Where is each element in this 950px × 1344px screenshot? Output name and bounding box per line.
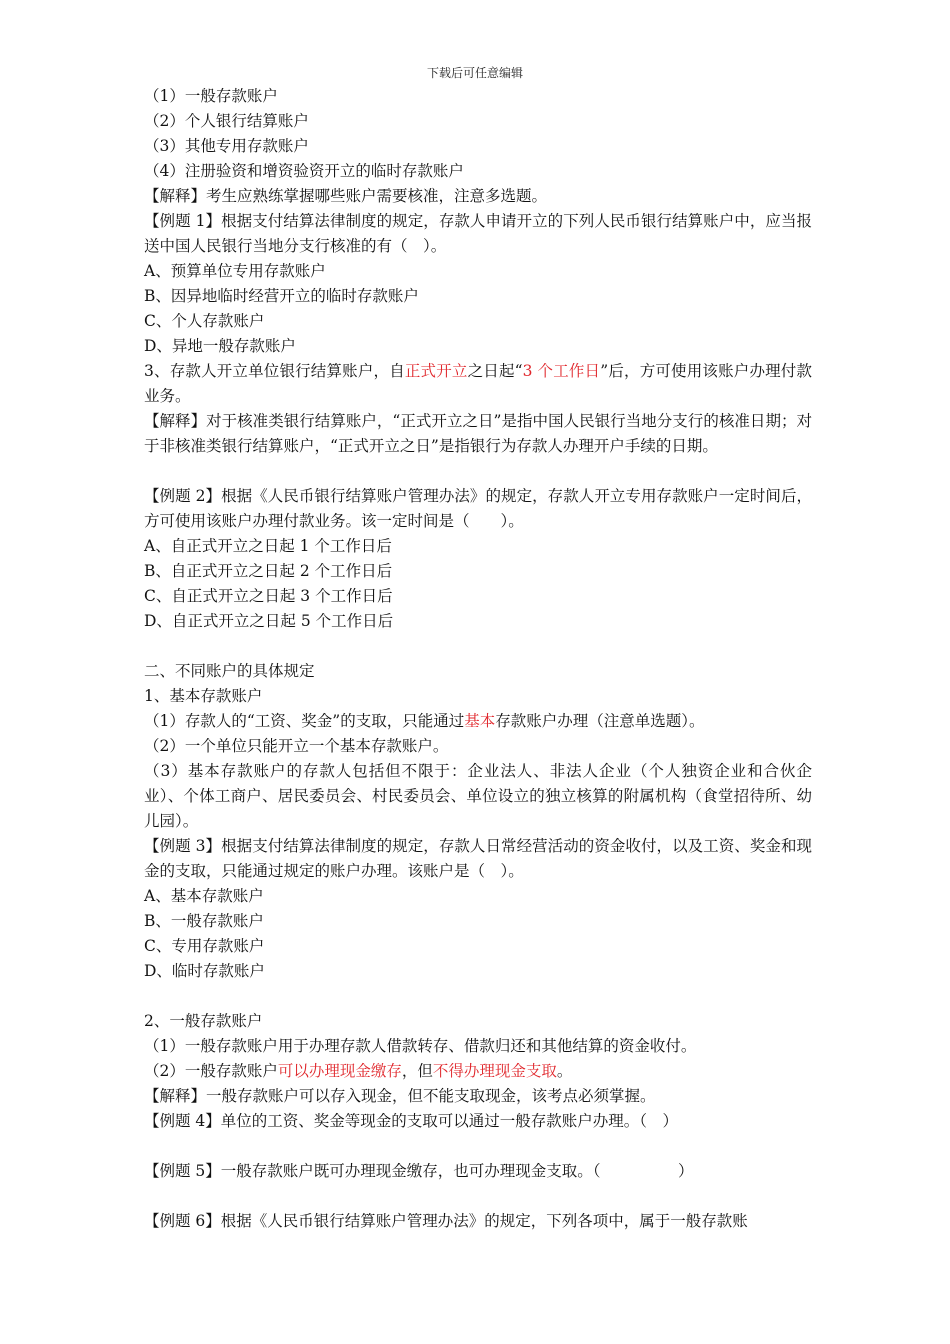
- example-question: 【例题 6】根据《人民币银行结算账户管理办法》的规定，下列各项中，属于一般存款账: [144, 1212, 748, 1230]
- explanation: 【解释】一般存款账户可以存入现金，但不能支取现金，该考点必须掌握。: [144, 1087, 656, 1105]
- rule-paragraph: （3）基本存款账户的存款人包括但不限于：企业法人、非法人企业（个人独资企业和合伙企业）、个体工商户、居民委员会、村民委员会、单位设立的独立核算的附属机构（食堂招待所、幼儿园）。: [144, 762, 812, 830]
- list-item: （2）个人银行结算账户: [144, 112, 309, 130]
- example-question: 【例题 3】根据支付结算法律制度的规定，存款人日常经营活动的资金收付，以及工资、奖金和现金的支取，只能通过规定的账户办理。该账户是（ ）。: [144, 837, 812, 880]
- list-item: （4）注册验资和增资验资开立的临时存款账户: [144, 162, 464, 180]
- blank-line: [144, 459, 812, 484]
- option: C、个人存款账户: [144, 312, 265, 330]
- option: B、因异地临时经营开立的临时存款账户: [144, 287, 419, 305]
- list-item: （1）一般存款账户: [144, 87, 278, 105]
- rule-paragraph: （2）一个单位只能开立一个基本存款账户。: [144, 737, 449, 755]
- example-question: 【例题 1】根据支付结算法律制度的规定，存款人申请开立的下列人民币银行结算账户中，应当报送中国人民银行当地分支行核准的有（ ）。: [144, 212, 812, 255]
- option: B、自正式开立之日起 2 个工作日后: [144, 562, 393, 580]
- list-item: （3）其他专用存款账户: [144, 137, 309, 155]
- text-run: 之日起“: [467, 362, 523, 380]
- text-run: 。: [556, 1062, 573, 1080]
- subsection-heading: 1、基本存款账户: [144, 687, 263, 705]
- highlight-text: 不得办理现金支取: [432, 1062, 557, 1080]
- page-header: 下载后可任意编辑: [426, 66, 523, 80]
- explanation: 【解释】考生应熟练掌握哪些账户需要核准，注意多选题。: [144, 187, 548, 205]
- option: C、专用存款账户: [144, 937, 265, 955]
- example-question: 【例题 5】一般存款账户既可办理现金缴存，也可办理现金支取。（ ）: [144, 1162, 694, 1180]
- document-body: [144, 84, 812, 1234]
- highlight-text: 可以办理现金缴存: [277, 1062, 402, 1080]
- option: D、自正式开立之日起 5 个工作日后: [144, 612, 394, 630]
- option: A、自正式开立之日起 1 个工作日后: [144, 537, 392, 555]
- explanation: 【解释】对于核准类银行结算账户，“正式开立之日”是指中国人民银行当地分支行的核准日期；对于非核准类银行结算账户，“正式开立之日”是指银行为存款人办理开户手续的日期。: [144, 412, 812, 455]
- section-heading: 二、不同账户的具体规定: [144, 662, 315, 680]
- text-run: （1）存款人的“工资、奖金”的支取，只能通过: [144, 712, 465, 730]
- blank-line: [144, 1184, 812, 1209]
- example-question: 【例题 2】根据《人民币银行结算账户管理办法》的规定，存款人开立专用存款账户一定时间后，方可使用该账户办理付款业务。该一定时间是（ ）。: [144, 487, 812, 530]
- option: B、一般存款账户: [144, 912, 264, 930]
- rule-paragraph: [144, 1059, 812, 1084]
- highlight-text: 3 个工作日: [522, 362, 601, 380]
- text-run: 存款账户办理（注意单选题）。: [495, 712, 705, 730]
- option: A、基本存款账户: [144, 887, 264, 905]
- highlight-text: 正式开立: [404, 362, 468, 380]
- rule-paragraph: （1）一般存款账户用于办理存款人借款转存、借款归还和其他结算的资金收付。: [144, 1037, 697, 1055]
- blank-line: [144, 984, 812, 1009]
- text-run: 3、存款人开立单位银行结算账户，自: [144, 362, 405, 380]
- option: A、预算单位专用存款账户: [144, 262, 326, 280]
- rule-paragraph: [144, 709, 812, 734]
- option: C、自正式开立之日起 3 个工作日后: [144, 587, 393, 605]
- rule-paragraph: [144, 359, 812, 409]
- blank-line: [144, 1134, 812, 1159]
- option: D、异地一般存款账户: [144, 337, 296, 355]
- text-run: ，但: [401, 1062, 433, 1080]
- text-run: （2）一般存款账户: [144, 1062, 278, 1080]
- text-run: ”后，方可使用该账户办理付款业务。: [144, 362, 812, 405]
- blank-line: [144, 634, 812, 659]
- example-question: 【例题 4】单位的工资、奖金等现金的支取可以通过一般存款账户办理。（ ）: [144, 1112, 679, 1130]
- subsection-heading: 2、一般存款账户: [144, 1012, 263, 1030]
- option: D、临时存款账户: [144, 962, 265, 980]
- highlight-text: 基本: [464, 712, 496, 730]
